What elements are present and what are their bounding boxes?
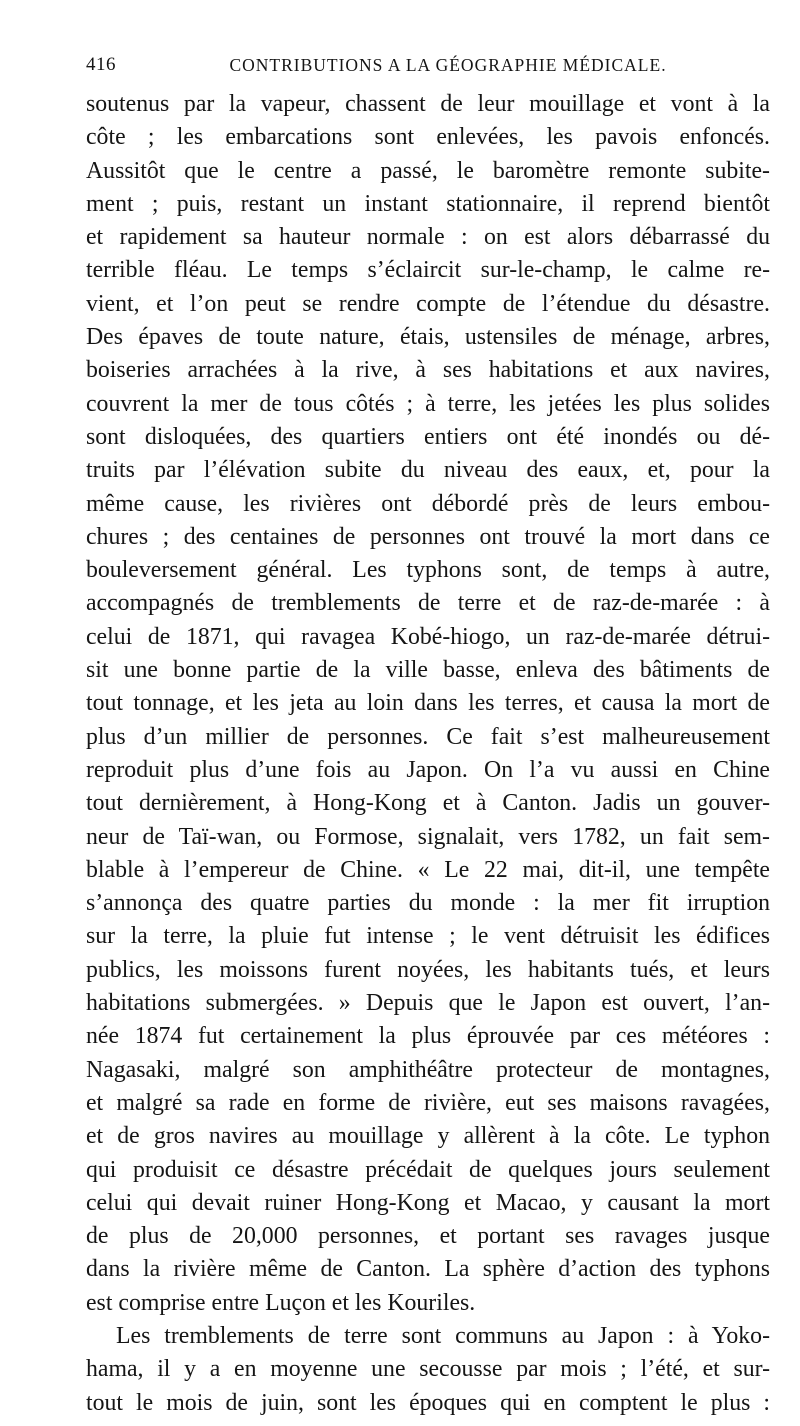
- text-line: accompagnés de tremblements de terre et de raz-de-marée : à: [86, 590, 770, 617]
- text-line: côte ; les embarcations sont enlevées, les pavois enfoncés.: [86, 124, 770, 151]
- text-line: née 1874 fut certainement la plus éprouvée par ces météores :: [86, 1023, 770, 1050]
- page-number: 416: [86, 54, 116, 75]
- text-line: Aussitôt que le centre a passé, le baromètre remonte subite-: [86, 157, 770, 184]
- text-line: sit une bonne partie de la ville basse, enleva des bâtiments de: [86, 657, 770, 684]
- body-text: [86, 88, 770, 1420]
- text-line: est comprise entre Luçon et les Kouriles.: [86, 1289, 476, 1316]
- text-line: chures ; des centaines de personnes ont trouvé la mort dans ce: [86, 523, 770, 550]
- text-line: Nagasaki, malgré son amphithéâtre protecteur de montagnes,: [86, 1056, 770, 1083]
- text-line: et de gros navires au mouillage y allèrent à la côte. Le typhon: [86, 1123, 770, 1150]
- text-line: celui de 1871, qui ravagea Kobé-hiogo, un raz-de-marée détrui-: [86, 623, 770, 650]
- paragraph-2: [86, 1320, 770, 1420]
- text-line: tout tonnage, et les jeta au loin dans les terres, et causa la mort de: [86, 690, 770, 717]
- text-line: reproduit plus d’une fois au Japon. On l’a vu aussi en Chine: [86, 756, 770, 783]
- text-line: plus d’un millier de personnes. Ce fait s’est malheureusement: [86, 723, 770, 750]
- text-line: boiseries arrachées à la rive, à ses habitations et aux navires,: [86, 357, 770, 384]
- text-line: vient, et l’on peut se rendre compte de l’étendue du désastre.: [86, 290, 770, 317]
- text-line: tout le mois de juin, sont les époques qui en comptent le plus :: [86, 1389, 770, 1416]
- text-line: dans la rivière même de Canton. La sphère d’action des typhons: [86, 1256, 770, 1283]
- text-line: qui produisit ce désastre précédait de quelques jours seulement: [86, 1156, 770, 1183]
- text-line: sur la terre, la pluie fut intense ; le vent détruisit les édifices: [86, 923, 770, 950]
- text-line: Des épaves de toute nature, étais, ustensiles de ménage, arbres,: [86, 324, 770, 351]
- text-line: ment ; puis, restant un instant stationnaire, il reprend bientôt: [86, 190, 770, 217]
- text-line: sont disloquées, des quartiers entiers ont été inondés ou dé-: [86, 423, 770, 450]
- text-line: soutenus par la vapeur, chassent de leur mouillage et vont à la: [86, 91, 770, 117]
- paragraph-1: [86, 88, 770, 1320]
- text-line: et malgré sa rade en forme de rivière, eut ses maisons ravagées,: [86, 1089, 770, 1116]
- text-line: hama, il y a en moyenne une secousse par mois ; l’été, et sur-: [86, 1356, 770, 1383]
- text-line: bouleversement général. Les typhons sont, de temps à autre,: [86, 557, 770, 584]
- text-line: de plus de 20,000 personnes, et portant ses ravages jusque: [86, 1223, 770, 1250]
- running-head: [86, 52, 770, 78]
- text-line: Les tremblements de terre sont communs au Japon : à Yoko-: [116, 1322, 770, 1349]
- text-line: truits par l’élévation subite du niveau des eaux, et, pour la: [86, 457, 770, 484]
- text-line: même cause, les rivières ont débordé près de leurs embou-: [86, 490, 770, 517]
- text-line: celui qui devait ruiner Hong-Kong et Macao, y causant la mort: [86, 1189, 770, 1216]
- text-line: tout dernièrement, à Hong-Kong et à Canton. Jadis un gouver-: [86, 790, 770, 817]
- text-line: terrible fléau. Le temps s’éclaircit sur-le-champ, le calme re-: [86, 257, 770, 284]
- text-line: publics, les moissons furent noyées, les habitants tués, et leurs: [86, 956, 770, 983]
- document-page: [86, 52, 770, 1420]
- text-line: habitations submergées. » Depuis que le Japon est ouvert, l’an-: [86, 990, 770, 1017]
- running-title: CONTRIBUTIONS A LA GÉOGRAPHIE MÉDICALE.: [229, 55, 667, 75]
- text-line: couvrent la mer de tous côtés ; à terre, les jetées les plus solides: [86, 390, 770, 417]
- text-line: blable à l’empereur de Chine. « Le 22 mai, dit-il, une tempête: [86, 856, 770, 883]
- text-line: s’annonça des quatre parties du monde : la mer fit irruption: [86, 890, 770, 917]
- text-line: et rapidement sa hauteur normale : on est alors débarrassé du: [86, 224, 770, 251]
- text-line: neur de Taï-wan, ou Formose, signalait, vers 1782, un fait sem-: [86, 823, 770, 850]
